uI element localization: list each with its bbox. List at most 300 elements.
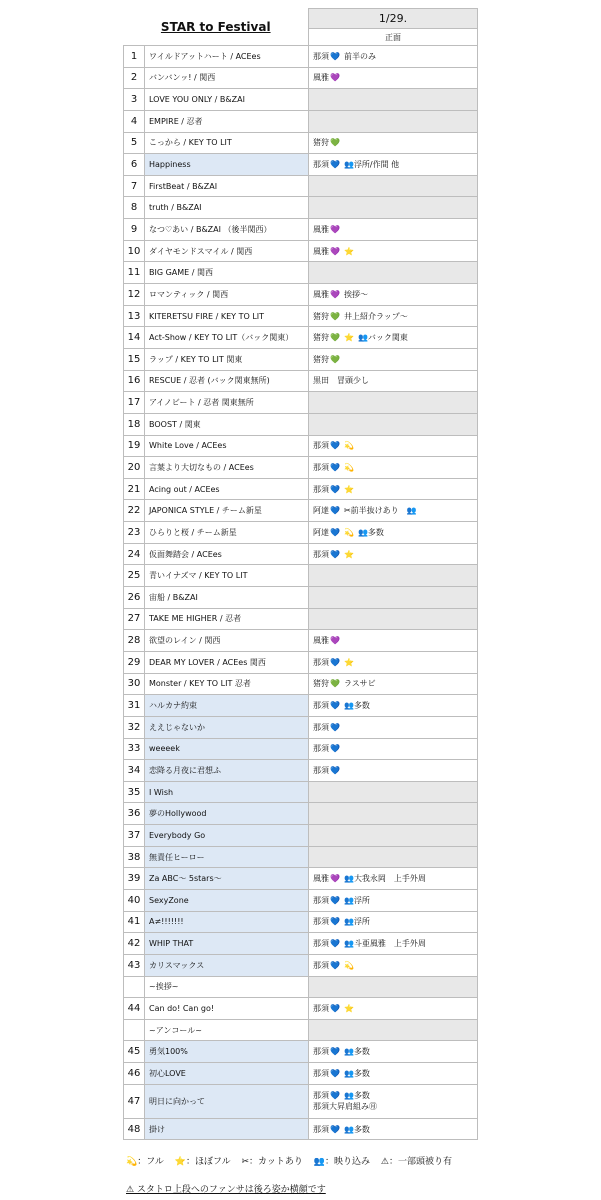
- table-row: [124, 284, 478, 306]
- legend-moon: 💫：フル: [126, 1157, 164, 1167]
- song-cell: ダイヤモンドスマイル / 関西: [145, 240, 309, 262]
- song-cell: 恋降る月夜に君想ふ: [145, 760, 309, 782]
- row-number: 40: [124, 889, 145, 911]
- purple-heart-icon: 💜: [330, 224, 340, 234]
- purple-heart-icon: 💜: [330, 636, 340, 646]
- row-number: 20: [124, 457, 145, 479]
- table-row: [124, 240, 478, 262]
- dizzy-star-icon: 💫: [343, 462, 354, 472]
- star-icon: ⭐: [343, 1004, 354, 1013]
- row-number: 16: [124, 370, 145, 392]
- note-cell: [309, 868, 478, 890]
- blue-heart-icon: 💙: [330, 1047, 340, 1057]
- row-number: 36: [124, 803, 145, 825]
- song-cell: WHIP THAT: [145, 933, 309, 955]
- row-number: 43: [124, 954, 145, 976]
- row-number: 22: [124, 500, 145, 522]
- member-name: 風雅: [313, 874, 329, 884]
- row-number: 8: [124, 197, 145, 219]
- member-name: 猪狩: [313, 138, 329, 148]
- blue-heart-icon: 💙: [330, 506, 340, 516]
- table-row: [124, 1019, 478, 1041]
- legend-scissors: ✂：カットあり: [241, 1157, 303, 1167]
- blue-heart-icon: 💙: [330, 549, 340, 559]
- people-icon: 👥: [343, 895, 354, 905]
- note-cell: [309, 587, 478, 609]
- note-cell: [309, 154, 478, 176]
- purple-heart-icon: 💜: [330, 73, 340, 83]
- song-cell: ~挨拶~: [145, 976, 309, 998]
- table-row: [124, 543, 478, 565]
- row-number: 4: [124, 110, 145, 132]
- legend-people: 👥：映り込み: [313, 1157, 371, 1167]
- song-cell: Za ABC～ 5stars～: [145, 868, 309, 890]
- blue-heart-icon: 💙: [330, 1068, 340, 1078]
- table-row: [124, 413, 478, 435]
- note-cell: [309, 435, 478, 457]
- note-text: バック関東: [367, 333, 408, 343]
- people-icon: 👥: [357, 527, 368, 537]
- note-text: 斗亜風雅 上手外周: [353, 939, 426, 949]
- table-row: [124, 760, 478, 782]
- people-icon: 👥: [343, 160, 354, 170]
- table-row: [124, 154, 478, 176]
- row-number: 29: [124, 651, 145, 673]
- table-row: [124, 998, 478, 1020]
- green-heart-icon: 💚: [330, 354, 340, 364]
- legend-star: ⭐：ほぼフル: [174, 1157, 231, 1167]
- song-cell: truth / B&ZAI: [145, 197, 309, 219]
- table-row: [124, 587, 478, 609]
- note-cell: [309, 348, 478, 370]
- note-text: 井上紹介ラップ～: [343, 311, 408, 321]
- note-cell: [309, 46, 478, 68]
- note-cell: [309, 392, 478, 414]
- member-name: 那須: [313, 744, 329, 754]
- note-cell: [309, 998, 478, 1020]
- note-text: 黒田 冒頭少し: [313, 376, 369, 386]
- note-cell: [309, 630, 478, 652]
- note-cell: [309, 651, 478, 673]
- row-number: 5: [124, 132, 145, 154]
- song-cell: Acing out / ACEes: [145, 478, 309, 500]
- note-cell: [309, 803, 478, 825]
- table-row: [124, 219, 478, 241]
- note-cell: [309, 219, 478, 241]
- row-number: 24: [124, 543, 145, 565]
- blue-heart-icon: 💙: [330, 917, 340, 927]
- blue-heart-icon: 💙: [330, 895, 340, 905]
- blue-heart-icon: 💙: [330, 1124, 340, 1134]
- row-number: 28: [124, 630, 145, 652]
- table-row: [124, 976, 478, 998]
- row-number: 46: [124, 1063, 145, 1085]
- people-icon: 👥: [343, 874, 354, 884]
- song-cell: SexyZone: [145, 889, 309, 911]
- row-number: 26: [124, 587, 145, 609]
- note-cell: [309, 1041, 478, 1063]
- note-cell: [309, 911, 478, 933]
- song-cell: ええじゃないか: [145, 716, 309, 738]
- green-heart-icon: 💚: [330, 311, 340, 321]
- people-icon: 👥: [343, 1091, 354, 1101]
- row-number: [124, 1019, 145, 1041]
- row-number: 19: [124, 435, 145, 457]
- people-icon: 👥: [343, 701, 354, 711]
- blue-heart-icon: 💙: [330, 701, 340, 711]
- row-number: 7: [124, 175, 145, 197]
- member-name: 那須: [313, 722, 329, 732]
- row-number: 41: [124, 911, 145, 933]
- song-cell: Act-Show / KEY TO LIT（バック関東）: [145, 327, 309, 349]
- table-row: [124, 457, 478, 479]
- note-cell: [309, 565, 478, 587]
- note-text: 多数: [353, 1047, 370, 1057]
- blue-heart-icon: 💙: [330, 960, 340, 970]
- legend: [126, 1154, 460, 1167]
- note-cell: [309, 695, 478, 717]
- note-cell: [309, 1019, 478, 1041]
- blue-heart-icon: 💙: [330, 939, 340, 949]
- song-cell: ひらりと桜 / チーム新星: [145, 522, 309, 544]
- dizzy-star-icon: 💫: [343, 960, 354, 970]
- member-name: 風雅: [313, 636, 329, 646]
- star-icon: ⭐: [343, 484, 354, 494]
- song-cell: weeeek: [145, 738, 309, 760]
- green-heart-icon: 💚: [330, 138, 340, 148]
- note-text: 前半のみ: [343, 51, 376, 61]
- song-cell: Can do! Can go!: [145, 998, 309, 1020]
- row-number: 2: [124, 67, 145, 89]
- table-row: [124, 46, 478, 68]
- row-number: 27: [124, 608, 145, 630]
- blue-heart-icon: 💙: [330, 462, 340, 472]
- purple-heart-icon: 💜: [330, 246, 340, 256]
- blue-heart-icon: 💙: [330, 484, 340, 494]
- people-icon: 👥: [406, 506, 417, 516]
- row-number: 6: [124, 154, 145, 176]
- song-cell: BOOST / 関東: [145, 413, 309, 435]
- blue-heart-icon: 💙: [330, 51, 340, 61]
- song-cell: 夢のHollywood: [145, 803, 309, 825]
- note-cell: [309, 500, 478, 522]
- note-cell: [309, 478, 478, 500]
- song-cell: こっから / KEY TO LIT: [145, 132, 309, 154]
- table-row: [124, 695, 478, 717]
- song-cell: BIG GAME / 関西: [145, 262, 309, 284]
- table-row: [124, 1041, 478, 1063]
- song-cell: ~アンコール~: [145, 1019, 309, 1041]
- table-row: [124, 911, 478, 933]
- table-row: [124, 305, 478, 327]
- note-cell: [309, 197, 478, 219]
- member-name: 猪狩: [313, 333, 329, 343]
- table-row: [124, 89, 478, 111]
- member-name: 那須: [313, 484, 329, 494]
- song-cell: EMPIRE / 忍者: [145, 110, 309, 132]
- note-cell: [309, 413, 478, 435]
- note-text: 多数: [353, 1091, 370, 1101]
- note-cell: [309, 522, 478, 544]
- note-cell: [309, 608, 478, 630]
- note-text: 多数: [367, 527, 384, 537]
- row-number: 42: [124, 933, 145, 955]
- song-cell: 無責任ヒーロー: [145, 846, 309, 868]
- member-name: 那須: [313, 917, 329, 927]
- member-name: 那須: [313, 960, 329, 970]
- song-cell: 宙船 / B&ZAI: [145, 587, 309, 609]
- note-text: 多数: [353, 1124, 370, 1134]
- table-row: [124, 803, 478, 825]
- member-name: 那須: [313, 1124, 329, 1134]
- song-cell: Monster / KEY TO LIT 忍者: [145, 673, 309, 695]
- table-row: [124, 825, 478, 847]
- header-row: [124, 9, 478, 29]
- legend-warn: ⚠：一部頭被り有: [380, 1157, 452, 1167]
- table-row: [124, 67, 478, 89]
- note-cell: [309, 889, 478, 911]
- row-number: 18: [124, 413, 145, 435]
- song-cell: Happiness: [145, 154, 309, 176]
- note-text: 多数: [353, 701, 370, 711]
- member-name: 那須: [313, 549, 329, 559]
- member-name: 風雅: [313, 289, 329, 299]
- table-row: [124, 1084, 478, 1118]
- song-cell: ロマンティック / 関西: [145, 284, 309, 306]
- song-cell: RESCUE / 忍者 (バック関東無所): [145, 370, 309, 392]
- member-name: 那須: [313, 160, 329, 170]
- song-cell: White Love / ACEes: [145, 435, 309, 457]
- row-number: 25: [124, 565, 145, 587]
- note-cell: [309, 89, 478, 111]
- song-cell: ラップ / KEY TO LIT 関東: [145, 348, 309, 370]
- row-number: 31: [124, 695, 145, 717]
- blue-heart-icon: 💙: [330, 527, 340, 537]
- row-number: 13: [124, 305, 145, 327]
- blue-heart-icon: 💙: [330, 1004, 340, 1013]
- green-heart-icon: 💚: [330, 333, 340, 343]
- song-cell: Everybody Go: [145, 825, 309, 847]
- blue-heart-icon: 💙: [330, 441, 340, 451]
- note-text: 浮所/作間 他: [353, 160, 400, 170]
- note-cell: [309, 760, 478, 782]
- table-row: [124, 673, 478, 695]
- member-name: 阿達: [313, 527, 329, 537]
- song-cell: KITERETSU FIRE / KEY TO LIT: [145, 305, 309, 327]
- song-cell: I Wish: [145, 781, 309, 803]
- note-cell: [309, 370, 478, 392]
- row-number: 33: [124, 738, 145, 760]
- note-cell: [309, 954, 478, 976]
- member-name: 那須: [313, 765, 329, 775]
- song-cell: DEAR MY LOVER / ACEes 関西: [145, 651, 309, 673]
- table-row: [124, 846, 478, 868]
- people-icon: 👥: [343, 917, 354, 927]
- row-number: 44: [124, 998, 145, 1020]
- scissors-icon: ✂: [343, 506, 351, 516]
- member-name: 阿達: [313, 506, 329, 516]
- purple-heart-icon: 💜: [330, 289, 340, 299]
- song-cell: 初心LOVE: [145, 1063, 309, 1085]
- song-cell: バンバンッ! / 関西: [145, 67, 309, 89]
- table-row: [124, 889, 478, 911]
- note-cell: [309, 716, 478, 738]
- row-number: 10: [124, 240, 145, 262]
- row-number: 37: [124, 825, 145, 847]
- song-cell: ハルカナ約束: [145, 695, 309, 717]
- table-row: [124, 110, 478, 132]
- note-cell: [309, 1084, 478, 1118]
- note-cell: [309, 673, 478, 695]
- people-icon: 👥: [357, 333, 368, 343]
- song-cell: 仮面舞踏会 / ACEes: [145, 543, 309, 565]
- note-text: 浮所: [353, 917, 370, 927]
- song-cell: A≠!!!!!!!: [145, 911, 309, 933]
- song-cell: 青いイナズマ / KEY TO LIT: [145, 565, 309, 587]
- note-cell: [309, 305, 478, 327]
- row-number: 48: [124, 1118, 145, 1140]
- song-cell: 勇気100%: [145, 1041, 309, 1063]
- table-row: [124, 954, 478, 976]
- song-cell: なつ♡あい / B&ZAI （後半関西）: [145, 219, 309, 241]
- member-name: 那須: [313, 701, 329, 711]
- blue-heart-icon: 💙: [330, 744, 340, 754]
- table-row: [124, 630, 478, 652]
- table-row: [124, 868, 478, 890]
- table-row: [124, 781, 478, 803]
- song-cell: TAKE ME HIGHER / 忍者: [145, 608, 309, 630]
- row-number: 9: [124, 219, 145, 241]
- star-icon: ⭐: [343, 246, 354, 256]
- note-text: 浮所: [353, 895, 370, 905]
- table-row: [124, 392, 478, 414]
- row-number: 1: [124, 46, 145, 68]
- note-text: ラスサビ: [343, 679, 376, 689]
- table-row: [124, 262, 478, 284]
- table-row: [124, 1118, 478, 1140]
- song-cell: アイノビート / 忍者 関東無所: [145, 392, 309, 414]
- caution-note: ⚠ スタトロ上段へのファンサは後ろ姿か横顔です: [126, 1185, 326, 1195]
- note-cell: [309, 738, 478, 760]
- note-cell: [309, 1118, 478, 1140]
- song-cell: FirstBeat / B&ZAI: [145, 175, 309, 197]
- table-row: [124, 738, 478, 760]
- page-title: STAR to Festival: [160, 19, 271, 34]
- note-cell: [309, 284, 478, 306]
- member-name: 那須: [313, 939, 329, 949]
- song-cell: JAPONICA STYLE / チーム新星: [145, 500, 309, 522]
- star-icon: ⭐: [343, 657, 354, 667]
- member-name: 那須: [313, 1047, 329, 1057]
- star-icon: ⭐: [343, 333, 354, 343]
- song-cell: カリスマックス: [145, 954, 309, 976]
- people-icon: 👥: [343, 939, 354, 949]
- row-number: 21: [124, 478, 145, 500]
- row-number: 17: [124, 392, 145, 414]
- people-icon: 👥: [343, 1047, 354, 1057]
- purple-heart-icon: 💜: [330, 874, 340, 884]
- member-name: 風雅: [313, 224, 329, 234]
- green-heart-icon: 💚: [330, 679, 340, 689]
- row-number: 45: [124, 1041, 145, 1063]
- song-cell: 欲望のレイン / 関西: [145, 630, 309, 652]
- song-cell: ワイルドアットハート / ACEes: [145, 46, 309, 68]
- people-icon: 👥: [343, 1124, 354, 1134]
- row-number: 47: [124, 1084, 145, 1118]
- member-name: 那須: [313, 1068, 329, 1078]
- note-cell: [309, 327, 478, 349]
- table-row: [124, 348, 478, 370]
- member-name: 風雅: [313, 73, 329, 83]
- setlist-table: [123, 8, 478, 1140]
- note-cell: [309, 175, 478, 197]
- note-text: 前半抜けあり: [350, 506, 399, 516]
- note-text: 大我永岡 上手外周: [353, 874, 426, 884]
- note-cell: [309, 1063, 478, 1085]
- star-icon: ⭐: [343, 549, 354, 559]
- row-number: [124, 976, 145, 998]
- song-cell: 言葉より大切なもの / ACEes: [145, 457, 309, 479]
- member-name: 那須: [313, 1091, 329, 1101]
- member-name: 猪狩: [313, 354, 329, 364]
- row-number: 38: [124, 846, 145, 868]
- dizzy-star-icon: 💫: [343, 441, 354, 451]
- people-icon: 👥: [343, 1068, 354, 1078]
- blue-heart-icon: 💙: [330, 160, 340, 170]
- row-number: 23: [124, 522, 145, 544]
- note-cell: [309, 781, 478, 803]
- note-cell: [309, 933, 478, 955]
- table-row: [124, 933, 478, 955]
- blue-heart-icon: 💙: [330, 765, 340, 775]
- note-cell: [309, 132, 478, 154]
- note-cell: [309, 846, 478, 868]
- row-number: 35: [124, 781, 145, 803]
- member-name: 那須: [313, 462, 329, 472]
- note-cell: [309, 110, 478, 132]
- member-name: 那須: [313, 51, 329, 61]
- blue-heart-icon: 💙: [330, 722, 340, 732]
- note-text-line2: 那須大昇肩組み㊊: [313, 1102, 377, 1112]
- member-name: 猪狩: [313, 311, 329, 321]
- note-cell: [309, 67, 478, 89]
- table-row: [124, 370, 478, 392]
- row-number: 12: [124, 284, 145, 306]
- row-number: 30: [124, 673, 145, 695]
- table-row: [124, 608, 478, 630]
- dizzy-star-icon: 💫: [343, 527, 354, 537]
- table-row: [124, 1063, 478, 1085]
- table-row: [124, 435, 478, 457]
- row-number: 11: [124, 262, 145, 284]
- song-cell: 掛け: [145, 1118, 309, 1140]
- note-cell: [309, 825, 478, 847]
- note-cell: [309, 262, 478, 284]
- row-number: 14: [124, 327, 145, 349]
- table-row: [124, 500, 478, 522]
- member-name: 那須: [313, 441, 329, 451]
- table-row: [124, 197, 478, 219]
- table-row: [124, 132, 478, 154]
- note-cell: [309, 976, 478, 998]
- row-number: 34: [124, 760, 145, 782]
- row-number: 32: [124, 716, 145, 738]
- blue-heart-icon: 💙: [330, 1091, 340, 1101]
- member-name: 那須: [313, 895, 329, 905]
- side-cell: 正面: [309, 29, 478, 46]
- table-row: [124, 565, 478, 587]
- note-text: 多数: [353, 1068, 370, 1078]
